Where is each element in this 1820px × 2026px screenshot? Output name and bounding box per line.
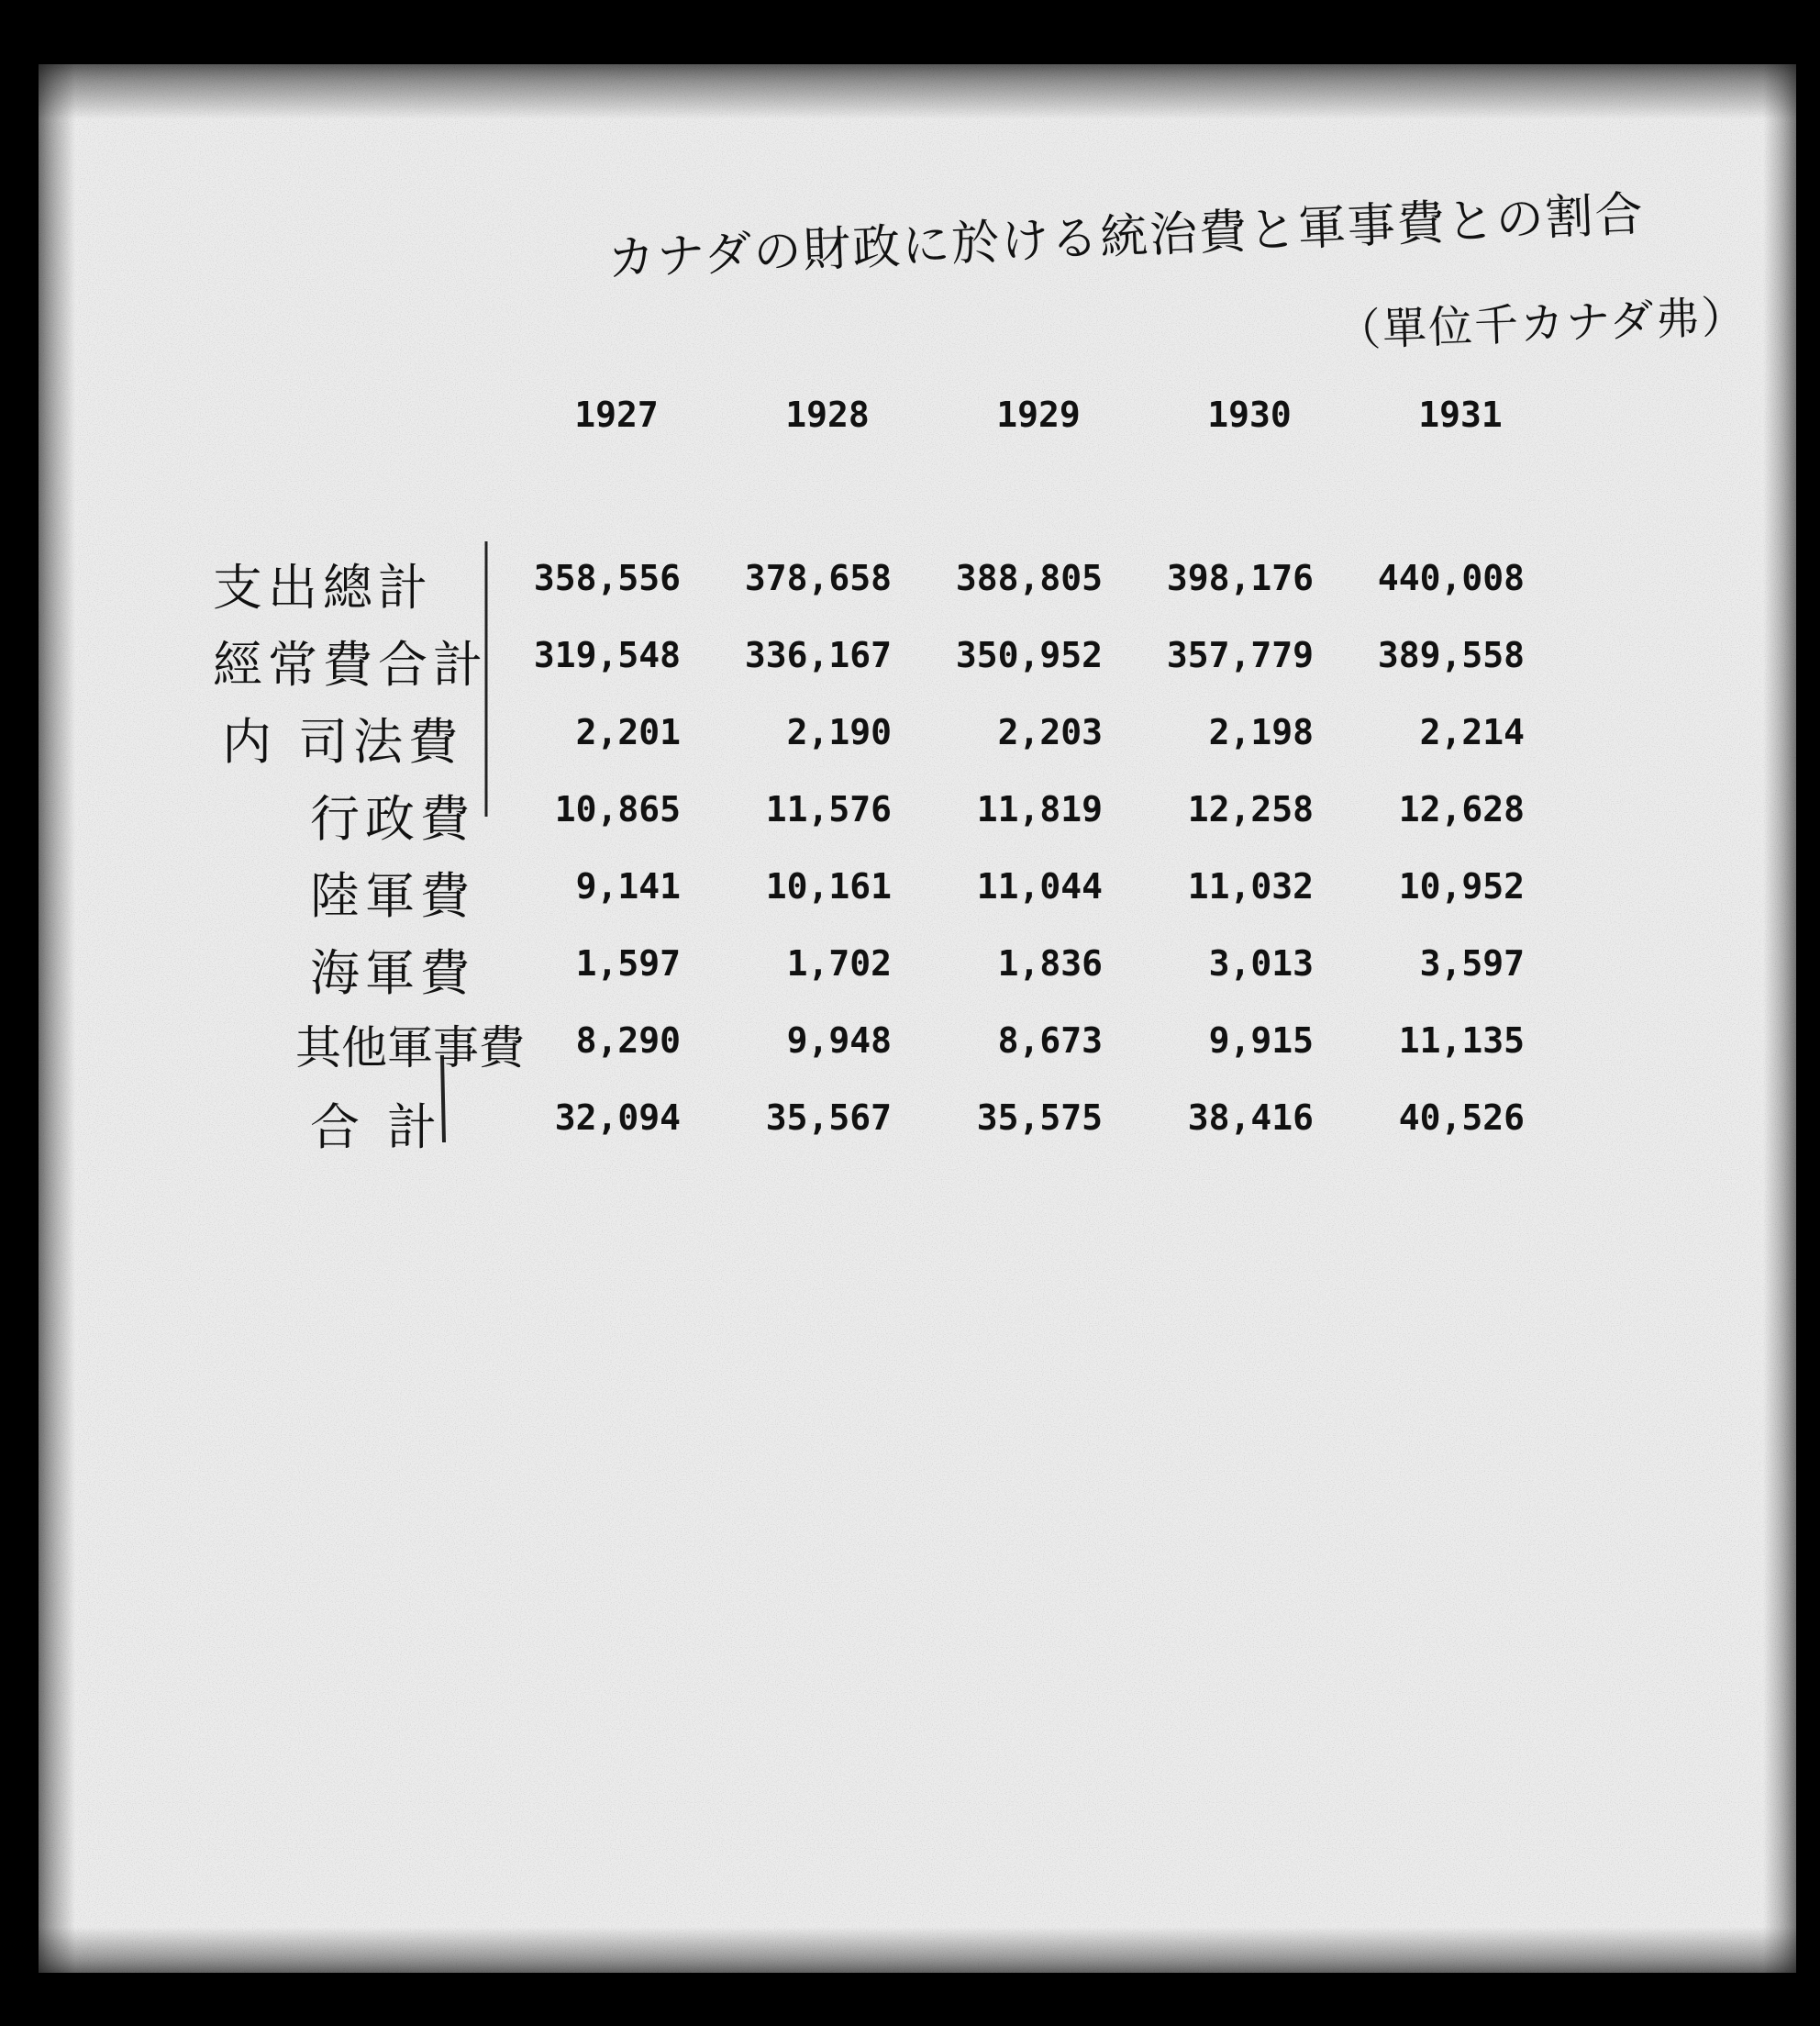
table-row (39, 927, 1796, 1000)
year-header: 1927 (574, 395, 659, 435)
table-cell: 2,190 (786, 712, 892, 752)
table-cell: 388,805 (955, 558, 1103, 598)
table-cell: 8,673 (997, 1020, 1103, 1061)
table-cell: 35,575 (976, 1097, 1103, 1138)
table-cell: 40,526 (1398, 1097, 1525, 1138)
row-label: 内 司法費 (222, 713, 464, 771)
table-cell: 11,819 (976, 789, 1103, 829)
document-title: カナダの財政に於ける統治費と軍事費との割合 (605, 186, 1646, 287)
table-cell: 32,094 (554, 1097, 681, 1138)
table-cell: 1,836 (997, 943, 1103, 984)
table-cell: 11,576 (765, 789, 892, 829)
table-row (39, 773, 1796, 846)
table-row (39, 850, 1796, 923)
table-cell: 357,779 (1166, 635, 1314, 675)
table-cell: 389,558 (1377, 635, 1525, 675)
table-cell: 11,135 (1398, 1020, 1525, 1061)
table-cell: 1,597 (575, 943, 681, 984)
row-label: 支出總計 (213, 559, 433, 617)
table-cell: 398,176 (1166, 558, 1314, 598)
table-cell: 35,567 (765, 1097, 892, 1138)
year-header: 1929 (996, 395, 1081, 435)
table-cell: 440,008 (1377, 558, 1525, 598)
table-cell: 8,290 (575, 1020, 681, 1061)
table-cell: 10,161 (765, 866, 892, 907)
year-header: 1930 (1207, 395, 1292, 435)
table-cell: 9,141 (575, 866, 681, 907)
table-cell: 12,628 (1398, 789, 1525, 829)
table-cell: 11,044 (976, 866, 1103, 907)
row-label: 其他軍事費 (295, 1021, 525, 1074)
table-cell: 11,032 (1187, 866, 1314, 907)
document-sheet (39, 64, 1796, 1973)
row-label: 經常費合計 (213, 636, 488, 694)
table-row (39, 1081, 1796, 1154)
row-label: 行政費 (310, 790, 475, 848)
table-cell: 378,658 (744, 558, 892, 598)
table-row (39, 696, 1796, 769)
table-cell: 2,201 (575, 712, 681, 752)
row-label: 陸軍費 (310, 867, 475, 925)
table-cell: 9,915 (1208, 1020, 1314, 1061)
year-header: 1931 (1418, 395, 1503, 435)
table-cell: 2,198 (1208, 712, 1314, 752)
table-cell: 3,013 (1208, 943, 1314, 984)
year-header: 1928 (785, 395, 870, 435)
table-cell: 319,548 (533, 635, 681, 675)
table-row (39, 618, 1796, 692)
table-cell: 2,214 (1419, 712, 1525, 752)
table-cell: 1,702 (786, 943, 892, 984)
row-label: 合計 (310, 1098, 464, 1156)
row-label: 海軍費 (310, 944, 475, 1002)
table-cell: 10,952 (1398, 866, 1525, 907)
table-cell: 2,203 (997, 712, 1103, 752)
table-cell: 10,865 (554, 789, 681, 829)
table-cell: 9,948 (786, 1020, 892, 1061)
table-cell: 3,597 (1419, 943, 1525, 984)
table-row (39, 541, 1796, 615)
table-cell: 336,167 (744, 635, 892, 675)
table-cell: 38,416 (1187, 1097, 1314, 1138)
table-cell: 358,556 (533, 558, 681, 598)
table-row (39, 1004, 1796, 1077)
table-cell: 12,258 (1187, 789, 1314, 829)
unit-note: （單位千カナダ弗） (1336, 291, 1748, 357)
table-cell: 350,952 (955, 635, 1103, 675)
